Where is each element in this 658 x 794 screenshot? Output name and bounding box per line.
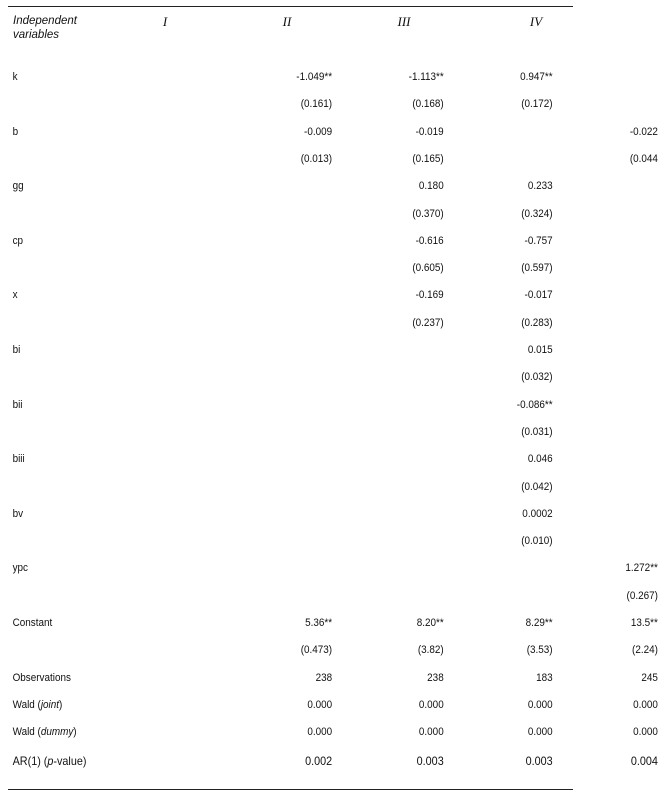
table-cell: 0.015 — [527, 344, 553, 356]
row-label: bii — [12, 398, 23, 411]
variable-row — [0, 339, 553, 365]
table-cell: -1.113** — [408, 71, 444, 83]
table-cell: (0.013) — [300, 152, 333, 165]
table-cell: 183 — [536, 671, 553, 684]
table-cell: 0.000 — [307, 698, 333, 711]
table-cell: (0.324) — [521, 207, 553, 220]
table-cell: 0.003 — [525, 753, 553, 768]
table-cell: (0.042) — [521, 480, 553, 493]
table-cell: 238 — [315, 671, 333, 684]
row-label: bi — [12, 344, 21, 356]
table-cell: 0.000 — [633, 726, 658, 739]
std-error-row — [0, 257, 553, 283]
table-cell: 8.20** — [416, 617, 444, 629]
table-cell: 238 — [427, 671, 444, 684]
table-cell: (0.605) — [412, 262, 444, 275]
row-label: Wald (joint) — [12, 698, 63, 711]
column-header-3: III — [397, 14, 411, 29]
variable-row — [0, 66, 553, 92]
variable-row — [0, 557, 658, 583]
table-cell: -1.049** — [296, 71, 333, 83]
row-label: bv — [12, 507, 24, 520]
table-cell: 0.000 — [527, 698, 553, 711]
table-cell: 0.002 — [305, 753, 333, 768]
table-cell: (0.172) — [521, 98, 553, 111]
table-cell: -0.019 — [415, 125, 444, 138]
variable-row — [0, 284, 553, 310]
table-cell: 0.000 — [418, 726, 444, 739]
table-cell: (0.161) — [300, 98, 333, 111]
table-cell: -0.616 — [415, 234, 444, 247]
table-cell: (0.370) — [412, 207, 444, 220]
table-cell: 13.5** — [630, 617, 658, 629]
table-cell: (0.010) — [521, 535, 553, 548]
row-label: Constant — [12, 617, 53, 629]
std-error-row — [0, 476, 553, 502]
table-cell: (0.044 — [629, 152, 658, 165]
table-cell: 0.000 — [307, 726, 333, 739]
row-label: AR(1) (p-value) — [12, 753, 87, 768]
table-cell: 0.000 — [418, 698, 444, 711]
table-header — [0, 12, 579, 56]
variable-row — [0, 612, 658, 638]
variable-row — [0, 121, 658, 147]
table-cell: (3.82) — [417, 644, 444, 657]
table-cell: 0.000 — [527, 726, 553, 739]
std-error-row — [0, 585, 658, 611]
table-cell: (0.168) — [412, 98, 444, 111]
row-label: b — [12, 125, 19, 138]
row-label: cp — [12, 234, 24, 247]
table-cell: 0.046 — [527, 453, 553, 466]
table-cell: 0.180 — [418, 180, 444, 193]
row-label: gg — [12, 180, 24, 193]
variable-row — [0, 448, 553, 474]
table-cell: (0.237) — [412, 316, 444, 329]
table-cell: 0.003 — [416, 753, 444, 768]
table-cell: (3.53) — [526, 644, 553, 657]
table-cell: 0.947** — [520, 71, 553, 83]
table-cell: 245 — [641, 671, 658, 684]
table-cell: (0.031) — [521, 425, 553, 438]
std-error-row — [0, 203, 553, 229]
ar1-row — [0, 749, 658, 775]
variable-row — [0, 503, 553, 529]
std-error-row — [0, 93, 553, 119]
table-cell: (0.165) — [412, 152, 444, 165]
row-label: Observations — [12, 671, 71, 684]
std-error-row — [0, 530, 553, 556]
table-cell: (0.032) — [521, 371, 553, 384]
row-label: k — [12, 71, 18, 83]
top-rule — [8, 6, 573, 7]
column-header-4: IV — [529, 14, 543, 29]
table-cell: 0.004 — [630, 753, 658, 768]
std-error-row — [0, 639, 658, 665]
table-cell: -0.086** — [516, 398, 553, 411]
row-label: x — [12, 289, 18, 302]
table-cell: 0.0002 — [522, 507, 553, 520]
column-header-1: I — [162, 14, 168, 29]
table-cell: 5.36** — [305, 617, 333, 629]
wald-dummy-row — [0, 721, 658, 747]
std-error-row — [0, 366, 553, 392]
std-error-row — [0, 148, 658, 174]
table-cell: 0.233 — [527, 180, 553, 193]
table-cell: 0.000 — [633, 698, 658, 711]
variable-row — [0, 175, 553, 201]
bottom-rule — [8, 789, 573, 790]
variable-row — [0, 394, 553, 420]
table-cell: 1.272** — [625, 562, 658, 575]
row-label: ypc — [12, 562, 29, 575]
table-cell: -0.757 — [524, 234, 553, 247]
std-error-row — [0, 421, 553, 447]
variable-row — [0, 667, 658, 693]
independent-variables-header: Independent variables — [13, 15, 77, 41]
table-cell: -0.009 — [304, 125, 333, 138]
table-cell: -0.017 — [524, 289, 553, 302]
wald-joint-row — [0, 694, 658, 720]
std-error-row — [0, 312, 553, 338]
table-cell: -0.169 — [415, 289, 444, 302]
table-cell: (2.24) — [632, 644, 658, 657]
table-cell: (0.283) — [521, 316, 553, 329]
variable-row — [0, 230, 553, 256]
table-cell: 8.29** — [525, 617, 553, 629]
column-header-2: II — [282, 14, 292, 29]
table-cell: (0.597) — [521, 262, 553, 275]
table-cell: (0.473) — [300, 644, 333, 657]
table-cell: -0.022 — [629, 125, 658, 138]
table-cell: (0.267) — [626, 589, 658, 602]
row-label: biii — [12, 453, 25, 466]
row-label: Wald (dummy) — [12, 726, 77, 739]
